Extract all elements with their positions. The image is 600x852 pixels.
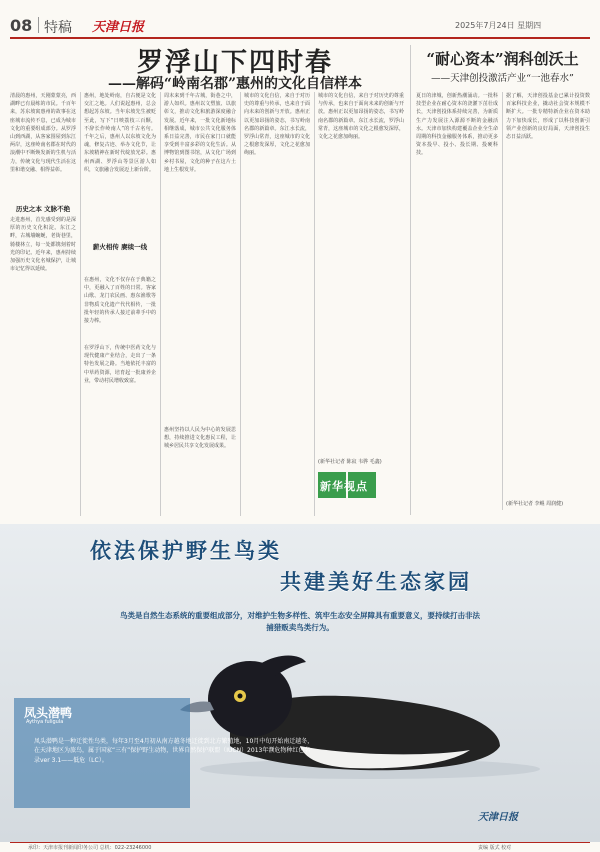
lead-col2b-text: 在惠州，文化不仅存在于典籍之中，更融入了百姓的日常。客家山歌、龙门农民画、惠东渔歌等非物质文化遗产代代相传，一批批年轻的传承人接过前辈手中的接力棒。	[84, 277, 156, 325]
lead-col1b-text: 走进惠州，首先感受到的是深厚的历史文化积淀。东江之畔，古城墙蜿蜒，老街巷里，骑楼林立，每一处都镌刻着时光的印记。近年来，惠州持续加强历史文化名城保护，让城市记忆得以延续。	[10, 217, 76, 273]
ad-title-line2: 共建美好生态家园	[280, 570, 472, 594]
lead-subhead-1: 历史之本 文脉不绝	[15, 205, 71, 213]
footer-rule	[10, 842, 590, 843]
species-latin-name: Aythya fuligula	[26, 719, 64, 725]
header-rule	[10, 37, 590, 39]
lead-subhead-2: 薪火相传 赓续一线	[92, 243, 148, 251]
section-name: 特稿	[44, 20, 72, 36]
side-author: (新华社记者 李鲲 周润健)	[506, 501, 564, 507]
lead-article-title: 罗浮山下四时春	[136, 48, 333, 78]
column-rule	[80, 92, 81, 516]
lead-col3b-text: 惠州坚持以人民为中心的发展思想，持续推进文化惠民工程，让城乡居民共享文化发展成果。	[164, 427, 236, 450]
lead-col2c-text: 在罗浮山下，传统中医药文化与现代健康产业结合，走出了一条特色发展之路。当地依托丰富的中草药资源，培育起一批康养企业，带动村民增收致富。	[84, 345, 156, 384]
lead-col5-text: 城市的文化自信，来自于对历史的尊重与传承，也来自于面向未来的创新与开放。惠州正以更加昂扬的姿态，书写岭南名郡的新篇章。东江水长流，罗浮山常青，这座城市的文化之根愈发深厚，文化之花愈加绚丽。	[318, 93, 404, 141]
side-article-title: “耐心资本”润科创沃土	[426, 50, 579, 68]
header-divider	[38, 17, 39, 33]
column-rule	[240, 92, 241, 516]
side-article-subtitle: ——天津创投激活产业“一池春水”	[431, 73, 574, 84]
column-rule	[502, 92, 503, 510]
column-rule	[314, 92, 315, 516]
paper-logo: 天津日报	[92, 20, 145, 35]
footer-editors: 责编 版式 校对	[478, 845, 512, 851]
side-col1-text: 夏日的津城，创新热潮涌动。一批科技型企业在耐心资本的浇灌下茁壮成长，天津创投体系持续完善，为新质生产力发展注入源源不断的金融活水。天津市加快构建覆盖企业全生命周期的科技金融服务体系，推动更多资本投早、投小、投长期、投硬科技。	[416, 93, 498, 157]
xinhua-logo-text: 新华视点	[320, 480, 368, 493]
species-name: 凤头潜鸭	[24, 706, 73, 720]
lead-col2-text: 惠州，地处岭南，自古便是文化交汇之地。人们说起惠州，总会想起苏东坡。当年东坡先生被贬至此，写下“日啖荔枝三百颗，不辞长作岭南人”的千古名句。千年之后，惠州人以东坡文化为魂，修复古迹、举办文化节，让东坡精神在新时代绽放光彩。惠州西湖、罗浮山等景区游人如织，文旅融合发展迈上新台阶。	[84, 93, 156, 173]
date-line: 2025年7月24日 星期四	[455, 21, 542, 30]
page-number: 08	[10, 16, 33, 35]
column-rule	[410, 45, 411, 515]
lead-col4-text: 城市的文化自信，来自于对历史的尊重与传承，也来自于面向未来的创新与开放。惠州正以更加昂扬的姿态，书写岭南名郡的新篇章。东江水长流，罗浮山常青，这座城市的文化之根愈发深厚，文化之花愈加绚丽。	[244, 93, 310, 157]
footer-printer-info: 承印：天津市报刊新闻印务公司 总机：022-23246000	[28, 845, 152, 851]
lead-col1-text: 清晨的惠州，天刚蒙蒙亮，西湖畔已有晨练的市民。千百年来，苏东坡寓惠州的故事在这座城市流传不息，已成为城市文化的重要组成部分。从罗浮山到西湖，从客家围屋到东江两岸，这座岭南名郡在时代的浪潮中不断焕发新的生机与活力，传统文化与现代生活在这里和谐交融、相得益彰。	[10, 93, 76, 173]
column-rule	[160, 92, 161, 516]
lead-col3-text: 周末来到千年古城，街巷之中，游人如织。惠州以文塑旅、以旅彰文，推动文化和旅游深度融合发展。近年来，一批文化新地标相继落成，城市公共文化服务体系日益完善，市民在家门口就能享受到丰富多彩的文化生活。从博物馆到图书馆，从文化广场到乡村书屋，文化的种子在这片土地上生根发芽。	[164, 93, 236, 173]
ad-title-line1: 依法保护野生鸟类	[90, 539, 282, 563]
lead-author: (新华社记者 陈寂 韦骅 毛鑫)	[318, 459, 382, 465]
lead-article-subtitle: ——解码“岭南名郡”惠州的文化自信样本	[107, 76, 363, 92]
side-col2-text: 据了解，天津创投基金已累计投资数百家科技企业，撬动社会资本规模不断扩大。一批专精特新企业在资本助力下加快成长，形成了以科技创新引领产业创新的良好局面，天津创投生态日益活跃。	[506, 93, 590, 141]
ad-body-text: 鸟类是自然生态系统的重要组成部分，对维护生物多样性、筑牢生态安全屏障具有重要意义，要持续打击非法捕猎贩卖鸟类行为。	[120, 611, 480, 632]
species-description: 凤头潜鸭是一种迁徙性鸟类，每年3月至4月初从南方越冬地迁徙到北方繁殖地，10月中旬开始南迁越冬，在天津地区为旅鸟，属于国家“三有”保护野生动物，世界自然保护联盟（IUCN）2013年濒危物种红色名录ver 3.1——低危（LC）。	[34, 738, 314, 764]
ad-paper-logo: 天津日报	[478, 812, 518, 823]
